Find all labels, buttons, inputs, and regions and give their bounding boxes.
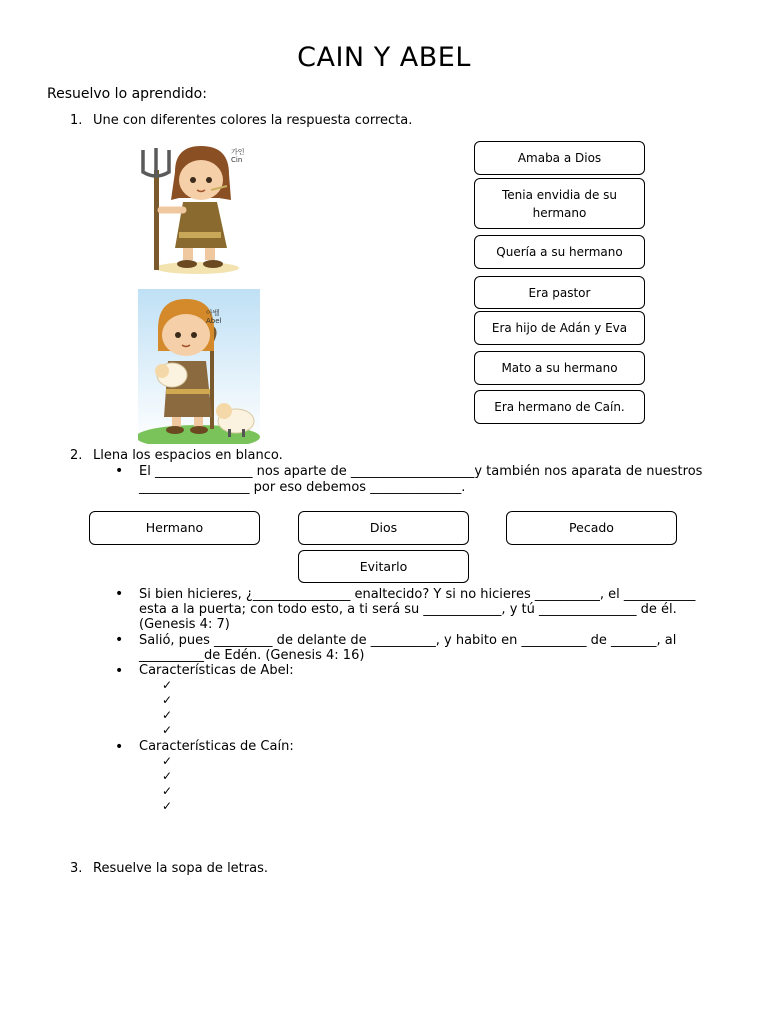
abel-illustration [138,289,260,444]
bullet-5: • [115,739,124,755]
option-box-4[interactable]: Era pastor [474,276,645,309]
option-box-5[interactable]: Era hijo de Adán y Eva [474,311,645,345]
fill-blank-line-2a: Si bien hicieres, ¿_______________ enaltecido? Y si no hicieres __________, el ___________ [139,587,696,602]
abel-image-label: 아벨 Abel [206,309,222,325]
word-bank-hermano[interactable]: Hermano [89,511,260,545]
q3-number: 3. [70,861,83,876]
q3-text: Resuelve la sopa de letras. [93,861,268,876]
bullet-3: • [115,632,124,648]
fill-blank-line-2b: esta a la puerta; con todo esto, a ti será su ____________, y tú _______________ de él. [139,602,677,617]
cain-traits-label: Características de Caín: [139,739,294,754]
cain-illustration [135,140,250,275]
fill-blank-line-3a: Salió, pues _________ de delante de __________, y habito en __________ de _______, al [139,633,677,648]
option-box-1[interactable]: Amaba a Dios [474,141,645,175]
option-box-3[interactable]: Quería a su hermano [474,235,645,269]
page-title: CAIN Y ABEL [297,42,471,73]
abel-traits-label: Características de Abel: [139,663,294,678]
checkmark-icon: ✓ [162,754,173,768]
cain-image-label: 가인 Cin [231,148,245,164]
q2-text: Llena los espacios en blanco. [93,448,283,463]
bullet-4: • [115,663,124,679]
fill-blank-line-2c: (Genesis 4: 7) [139,617,230,632]
option-box-7[interactable]: Era hermano de Caín. [474,390,645,424]
checkmark-icon: ✓ [162,723,173,737]
q2-number: 2. [70,448,83,463]
option-box-6[interactable]: Mato a su hermano [474,351,645,385]
checkmark-icon: ✓ [162,678,173,692]
word-bank-dios[interactable]: Dios [298,511,469,545]
q1-text: Une con diferentes colores la respuesta correcta. [93,113,413,128]
checkmark-icon: ✓ [162,769,173,783]
intro-text: Resuelvo lo aprendido: [47,86,207,102]
bullet-2: • [115,586,124,602]
bullet-1: • [115,463,124,479]
word-bank-evitarlo[interactable]: Evitarlo [298,550,469,583]
option-box-2[interactable]: Tenia envidia de su hermano [474,178,645,229]
checkmark-icon: ✓ [162,784,173,798]
checkmark-icon: ✓ [162,693,173,707]
fill-blank-line-1a: El _______________ nos aparte de ___________________y también nos aparata de nuestros [139,464,703,479]
word-bank-pecado[interactable]: Pecado [506,511,677,545]
checkmark-icon: ✓ [162,799,173,813]
fill-blank-line-3b: __________de Edén. (Genesis 4: 16) [139,648,365,663]
q1-number: 1. [70,113,83,128]
checkmark-icon: ✓ [162,708,173,722]
fill-blank-line-1b: _________________ por eso debemos ______________. [139,480,466,495]
